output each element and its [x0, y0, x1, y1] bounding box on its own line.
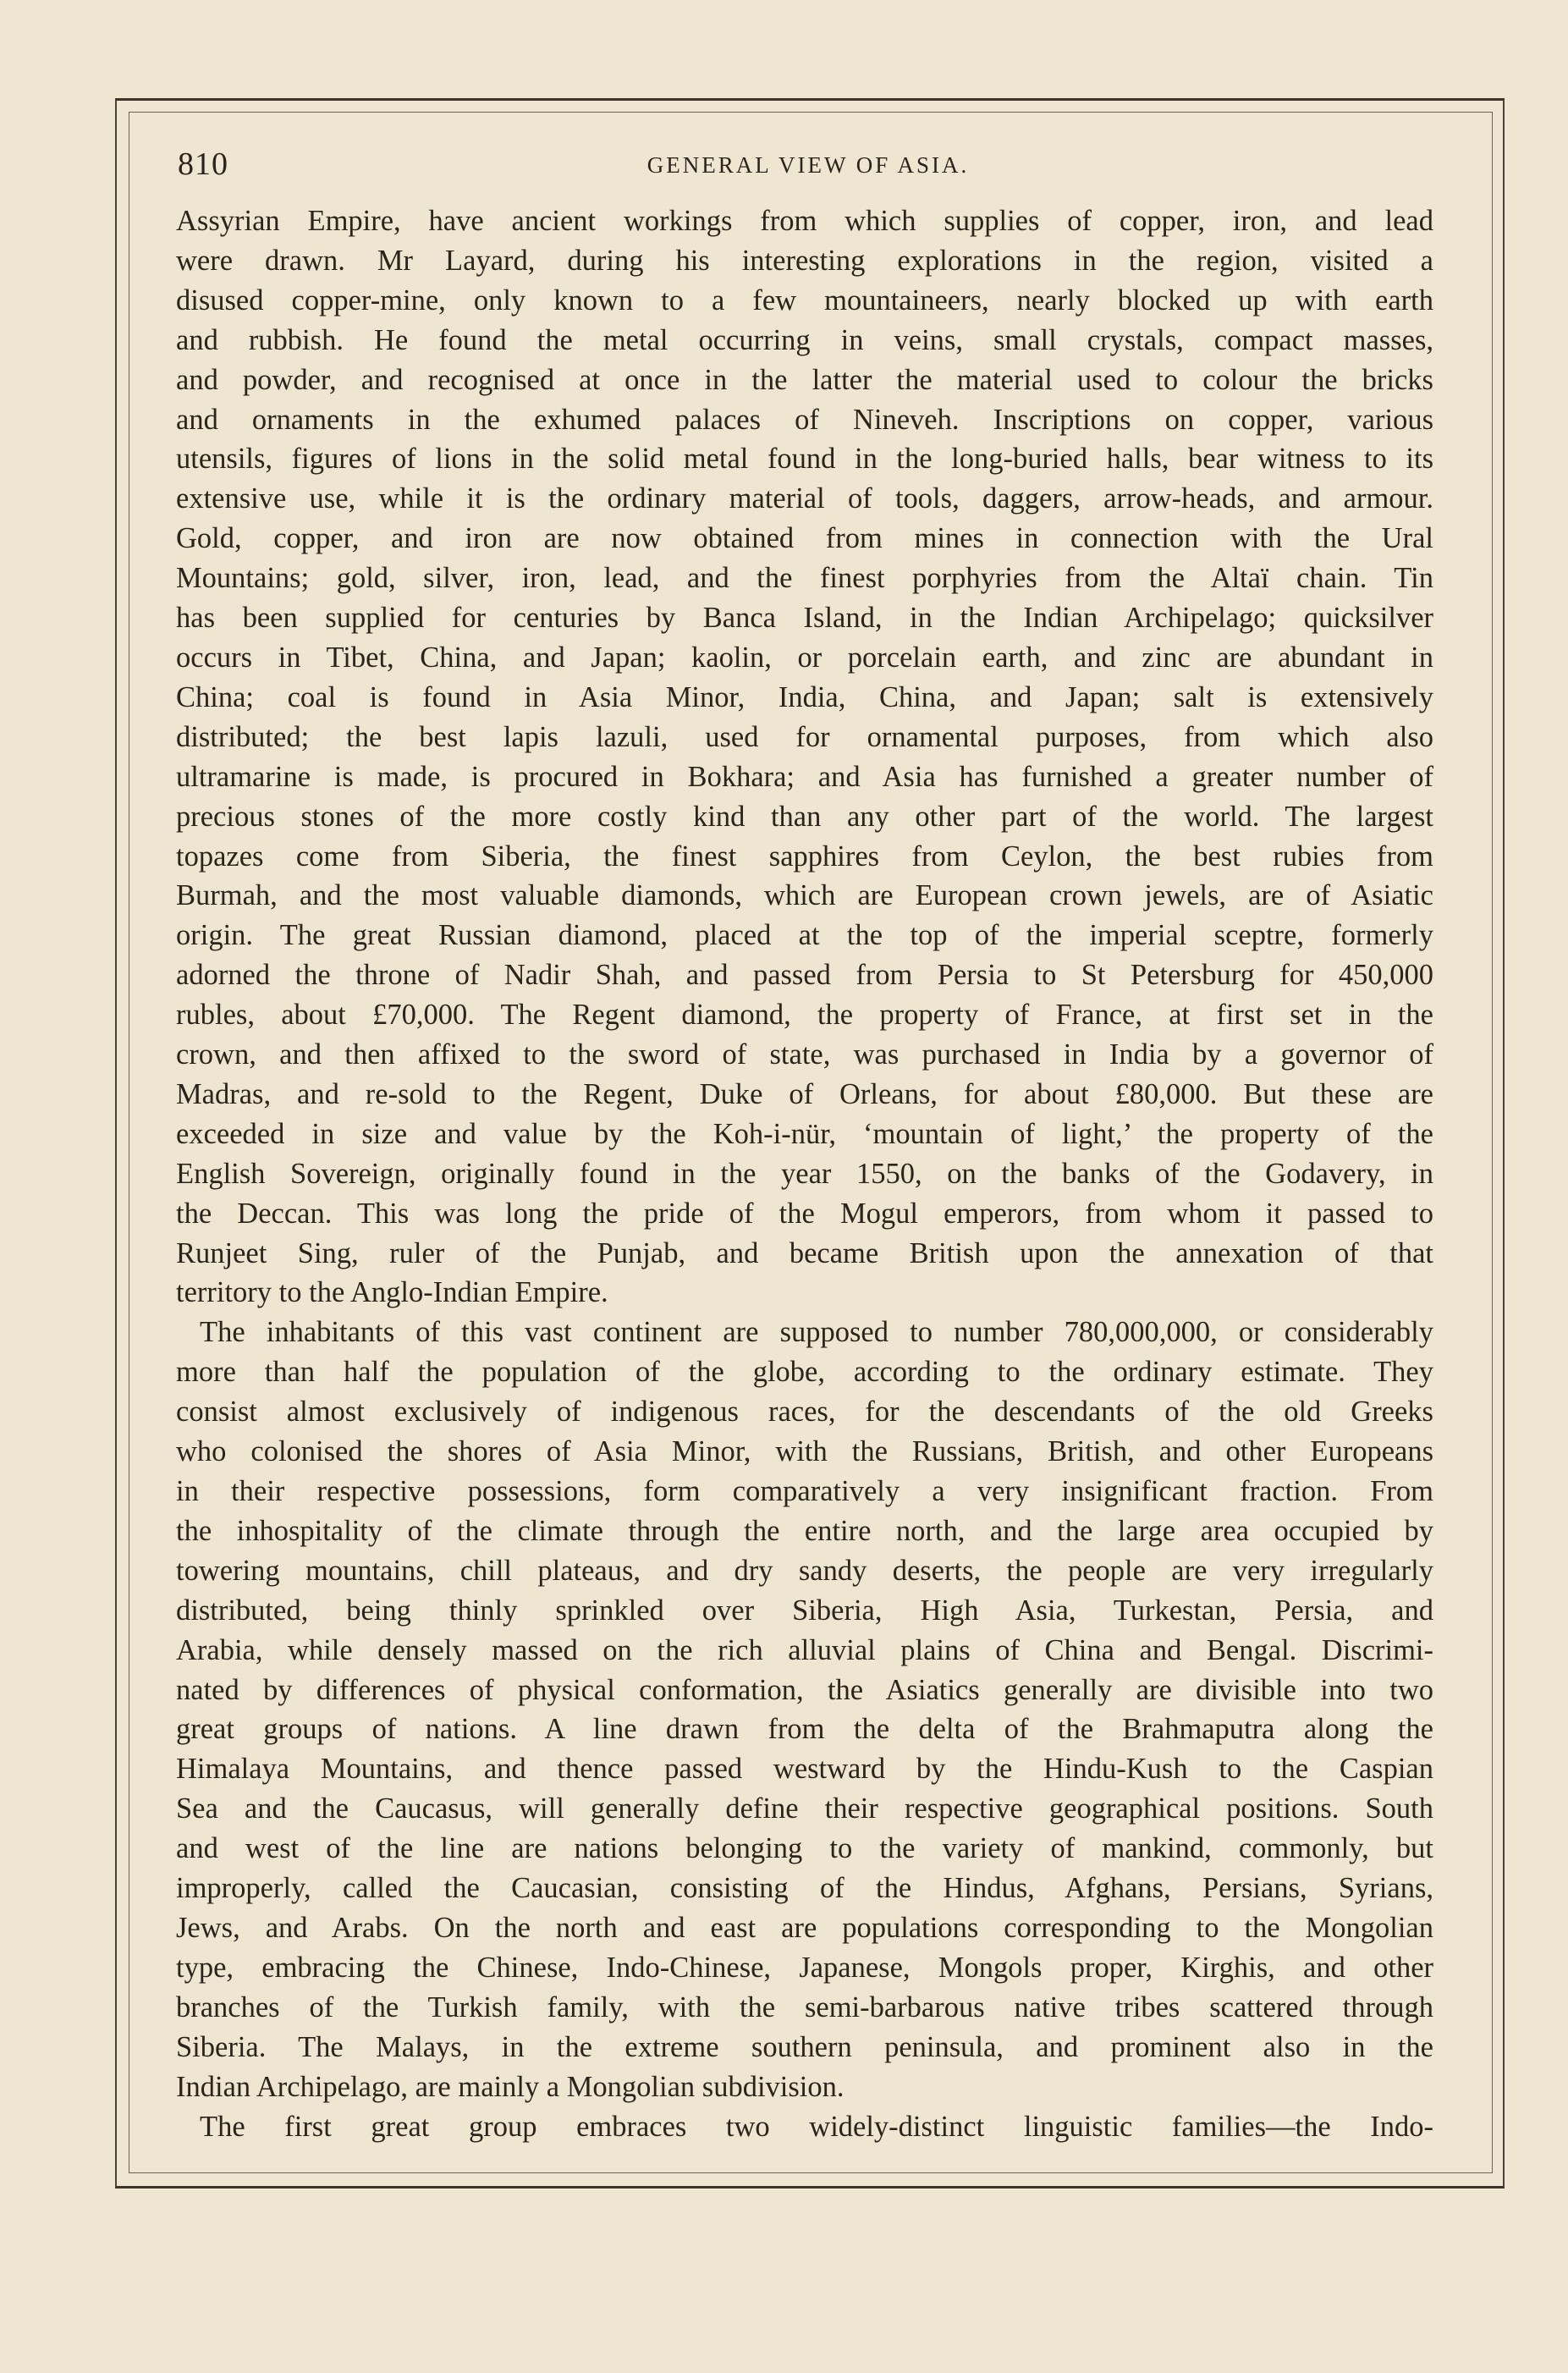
text-line: English Sovereign, originally found in the year 1550, on the banks of the Godavery, in	[176, 1157, 1433, 1190]
text-line: Gold, copper, and iron are now obtained from mines in connection with the Ural	[176, 522, 1433, 555]
text-line: distributed, being thinly sprinkled over Siberia, High Asia, Turkestan, Persia, and	[176, 1594, 1433, 1627]
text-line: who colonised the shores of Asia Minor, with the Russians, British, and other Europeans	[176, 1435, 1433, 1468]
text-line: exceeded in size and value by the Koh-i-nür, ‘mountain of light,’ the property of the	[176, 1117, 1433, 1150]
running-head: GENERAL VIEW OF ASIA.	[646, 152, 970, 178]
text-line: Himalaya Mountains, and thence passed westward by the Hindu-Kush to the Caspian	[176, 1753, 1433, 1786]
text-line: and west of the line are nations belonging to the variety of mankind, commonly, but	[176, 1832, 1433, 1865]
page-number: 810	[178, 146, 228, 182]
text-line: extensive use, while it is the ordinary material of tools, daggers, arrow-heads, and armour.	[176, 482, 1433, 515]
page-header	[178, 146, 1439, 196]
text-line: great groups of nations. A line drawn from the delta of the Brahmaputra along the	[176, 1713, 1433, 1746]
text-line: Indian Archipelago, are mainly a Mongolian subdivision.	[176, 2070, 845, 2103]
text-line: and powder, and recognised at once in the latter the material used to colour the bricks	[176, 363, 1433, 396]
text-line: crown, and then affixed to the sword of state, was purchased in India by a governor of	[176, 1038, 1433, 1071]
text-line: Madras, and re-sold to the Regent, Duke of Orleans, for about £80,000. But these are	[176, 1077, 1433, 1110]
text-line: topazes come from Siberia, the finest sapphires from Ceylon, the best rubies from	[176, 840, 1433, 873]
text-line: has been supplied for centuries by Banca Island, in the Indian Archipelago; quicksilver	[176, 602, 1433, 635]
text-line: The inhabitants of this vast continent are supposed to number 780,000,000, or considerably	[200, 1316, 1433, 1349]
text-line: towering mountains, chill plateaus, and dry sandy deserts, the people are very irregularly	[176, 1554, 1433, 1587]
text-line: in their respective possessions, form comparatively a very insignificant fraction. From	[176, 1475, 1433, 1507]
text-line: the Deccan. This was long the pride of the Mogul emperors, from whom it passed to	[176, 1197, 1433, 1230]
text-line: Burmah, and the most valuable diamonds, which are European crown jewels, are of Asiatic	[176, 879, 1433, 912]
text-line: and rubbish. He found the metal occurring in veins, small crystals, compact masses,	[176, 323, 1433, 356]
text-line: precious stones of the more costly kind than any other part of the world. The largest	[176, 800, 1433, 833]
text-line: Assyrian Empire, have ancient workings from which supplies of copper, iron, and lead	[176, 205, 1433, 237]
text-line: rubles, about £70,000. The Regent diamond, the property of France, at first set in the	[176, 999, 1433, 1032]
text-line: Sea and the Caucasus, will generally define their respective geographical positions. South	[176, 1792, 1433, 1825]
text-line: Jews, and Arabs. On the north and east are populations corresponding to the Mongolian	[176, 1911, 1433, 1944]
text-line: and ornaments in the exhumed palaces of Nineveh. Inscriptions on copper, various	[176, 403, 1433, 436]
text-line: improperly, called the Caucasian, consisting of the Hindus, Afghans, Persians, Syrians,	[176, 1872, 1433, 1905]
text-line: were drawn. Mr Layard, during his interesting explorations in the region, visited a	[176, 244, 1433, 277]
text-line: more than half the population of the globe, according to the ordinary estimate. They	[176, 1356, 1433, 1389]
text-line: disused copper-mine, only known to a few mountaineers, nearly blocked up with earth	[176, 284, 1433, 317]
text-line: branches of the Turkish family, with the semi-barbarous native tribes scattered through	[176, 1990, 1433, 2023]
text-line: adorned the throne of Nadir Shah, and passed from Persia to St Petersburg for 450,000	[176, 959, 1433, 992]
text-line: The first great group embraces two widely-distinct linguistic families—the Indo-	[200, 2110, 1433, 2143]
text-line: nated by differences of physical conformation, the Asiatics generally are divisible into two	[176, 1673, 1433, 1706]
text-line: type, embracing the Chinese, Indo-Chinese, Japanese, Mongols proper, Kirghis, and other	[176, 1951, 1433, 1984]
text-line: distributed; the best lapis lazuli, used for ornamental purposes, from which also	[176, 720, 1433, 753]
text-line: the inhospitality of the climate through the entire north, and the large area occupied by	[176, 1514, 1433, 1547]
body-text	[176, 201, 1433, 2146]
text-line: Mountains; gold, silver, iron, lead, and the finest porphyries from the Altaï chain. Tin	[176, 562, 1433, 595]
text-line: China; coal is found in Asia Minor, India, China, and Japan; salt is extensively	[176, 680, 1433, 713]
text-line: utensils, figures of lions in the solid metal found in the long-buried halls, bear witness to its	[176, 443, 1433, 476]
text-line: consist almost exclusively of indigenous races, for the descendants of the old Greeks	[176, 1396, 1433, 1429]
text-line: occurs in Tibet, China, and Japan; kaolin, or porcelain earth, and zinc are abundant in	[176, 641, 1433, 674]
text-line: territory to the Anglo-Indian Empire.	[176, 1276, 608, 1309]
text-line: origin. The great Russian diamond, placed at the top of the imperial sceptre, formerly	[176, 919, 1433, 952]
text-line: Siberia. The Malays, in the extreme southern peninsula, and prominent also in the	[176, 2030, 1433, 2063]
text-line: ultramarine is made, is procured in Bokhara; and Asia has furnished a greater number of	[176, 760, 1433, 793]
text-line: Arabia, while densely massed on the rich alluvial plains of China and Bengal. Discrimi-	[176, 1633, 1433, 1666]
text-line: Runjeet Sing, ruler of the Punjab, and became British upon the annexation of that	[176, 1236, 1433, 1269]
